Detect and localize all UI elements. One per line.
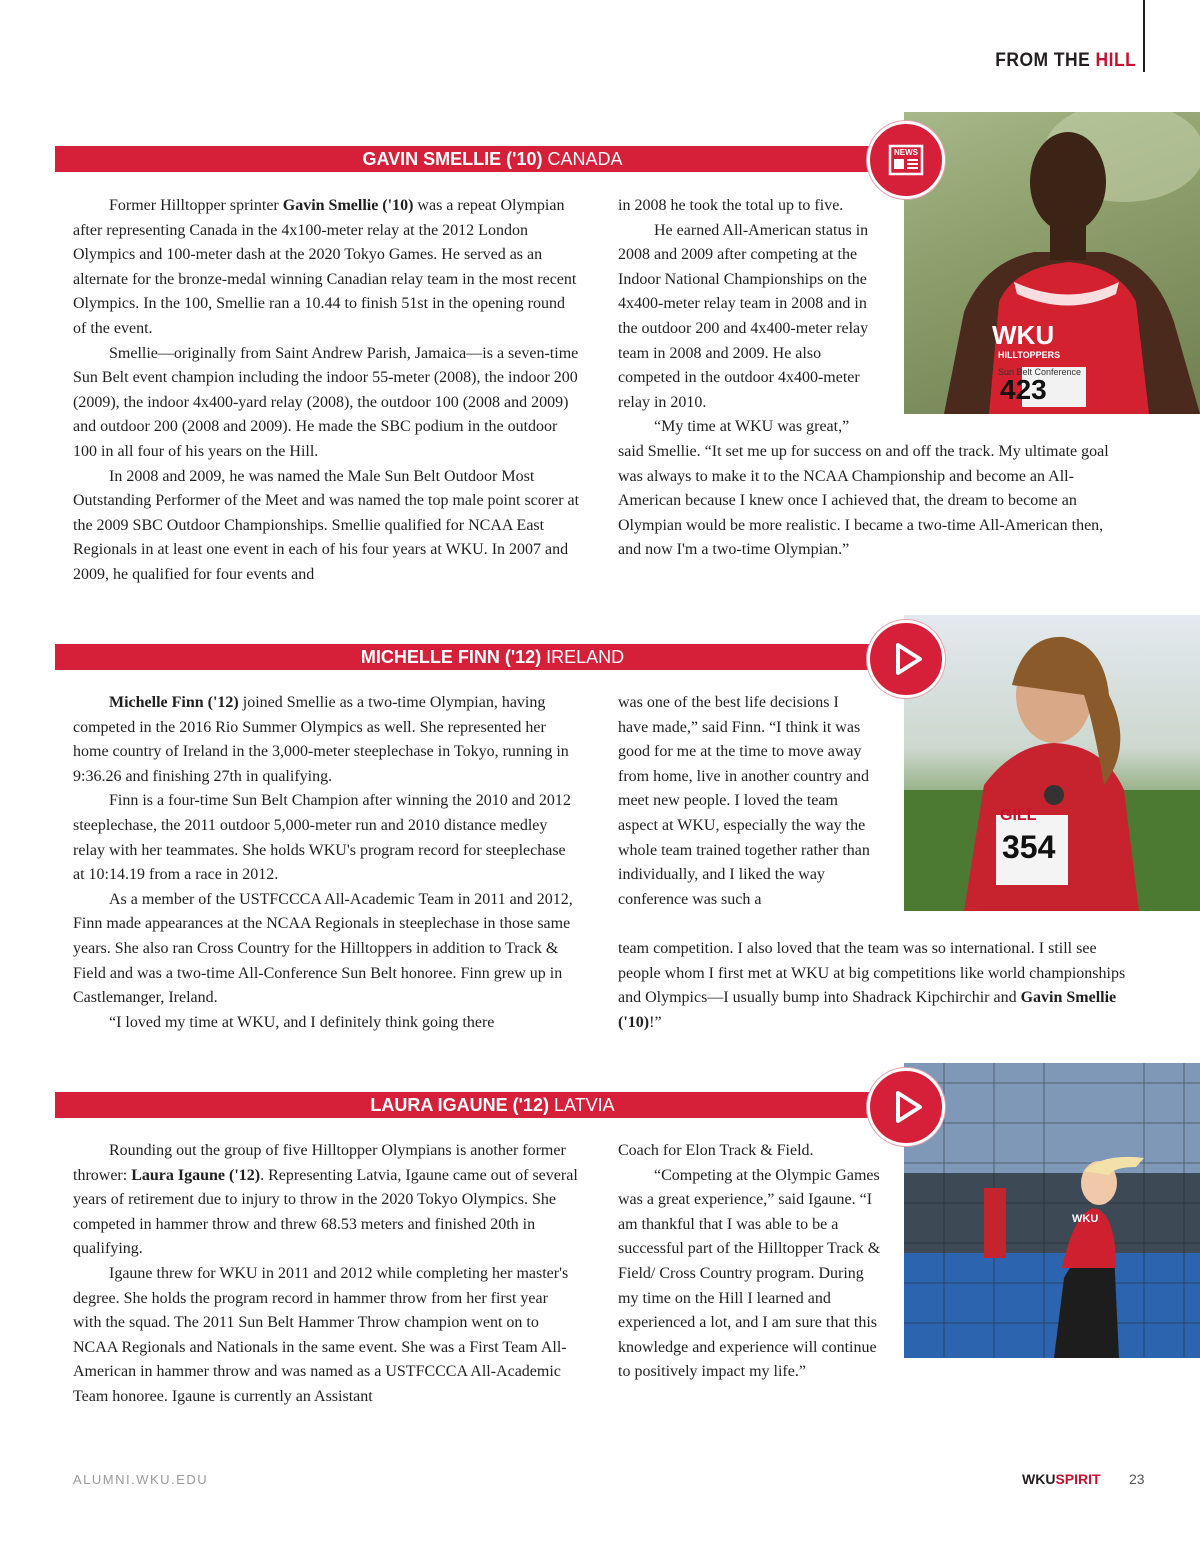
paragraph: Igaune threw for WKU in 2011 and 2012 while completing her master's degree. She holds the program record in hammer throw from her first year with the squad. The 2011 Sun Belt Hammer Throw champion went on to NCAA Regionals and Nationals in the same event. She was a First Team All-American in hammer throw and was named as a USTFCCCA All-Academic Team honoree. Igaune is currently an Assistant (73, 1264, 569, 1405)
paragraph: In 2008 and 2009, he was named the Male Sun Belt Outdoor Most Outstanding Performer of the Meet and was named the top male point scorer at the 2009 SBC Outdoor Championships. Smellie qualified for NCAA East Regionals in at least one event in each of his four years at WKU. In 2007 and 2009, he qualified for four events and (73, 467, 580, 583)
section-heading-smellie (55, 146, 930, 172)
smellie-quote (618, 440, 1130, 563)
athlete-country: IRELAND (546, 647, 625, 667)
svg-text:NEWS: NEWS (894, 148, 918, 157)
photo-gavin-smellie (904, 112, 1200, 414)
finn-right-column (618, 691, 873, 912)
play-icon[interactable] (867, 1068, 945, 1146)
bib-conference: Sun Belt Conference (998, 367, 1082, 377)
paragraph: team competition. I also loved that the team was so international. I still see people whom I first met at WKU at big competitions like world championships and Olympics—I usually bump into Shadrack Kipchirchir and Gavin Smellie ('10)!” (618, 940, 1126, 1031)
igaune-left-column (73, 1139, 580, 1410)
footer-brand: WKUSPIRIT (1022, 1471, 1101, 1487)
paragraph: Former Hilltopper sprinter Gavin Smellie ('10) was a repeat Olympian after representing Canada in the 4x100-meter relay at the 2012 London Olympics and 100-meter dash at the 2020 Tokyo Games. He served as an alternate for the bronze-medal winning Canadian relay team in the most recent Olympics. In the 100, Smellie ran a 10.44 to finish 51st in the opening round of the event. (73, 197, 577, 337)
paragraph: was one of the best life decisions I have made,” said Finn. “I think it was good for me at the time to move away from home, live in another country and meet new people. I loved the team aspect at WKU, especially the way the whole team trained together rather than individually, and I liked the way conference was such a (618, 694, 870, 908)
smellie-right-column (618, 194, 883, 440)
bib-number: 354 (1002, 829, 1056, 865)
athlete-name-bold: Michelle Finn ('12) (109, 694, 239, 711)
athlete-name: MICHELLE FINN ('12) (360, 647, 542, 667)
paragraph: Rounding out the group of five Hilltopper Olympians is another former thrower: Laura Igaune ('12). Representing Latvia, Igaune came out of several years of retirement due to injury to throw in the 2020 Tokyo Olympics. She competed in hammer throw and threw 68.53 meters and finished 20th in qualifying. (73, 1142, 578, 1258)
jersey-text: WKU (1072, 1213, 1099, 1225)
paragraph: As a member of the USTFCCCA All-Academic Team in 2011 and 2012, Finn made appearances at the NCAA Regionals in steeplechase in those same years. She also ran Cross Country for the Hilltoppers in addition to Track & Field and was a two-time All-Conference Sun Belt honoree. Finn grew up in Castlemanger, Ireland. (73, 890, 573, 1007)
athlete-name: LAURA IGAUNE ('12) (370, 1095, 549, 1115)
athlete-name-bold: Laura Igaune ('12) (131, 1166, 261, 1184)
jersey-text: WKU (992, 320, 1055, 350)
athlete-name: GAVIN SMELLIE ('10) (362, 149, 543, 169)
section-label (995, 50, 1136, 72)
photo-michelle-finn (904, 615, 1200, 911)
footer-url[interactable]: ALUMNI.WKU.EDU (73, 1472, 209, 1487)
paragraph: He earned All-American status in 2008 and 2009 after competing at the Indoor National Championships on the 4x400-meter relay team in 2008 and in the outdoor 200 and 4x400-meter relay team in 2008 and 2009. He also competed in the outdoor 4x400-meter relay in 2010. (618, 221, 869, 411)
bib-number: 423 (1000, 374, 1047, 405)
photo-laura-igaune (904, 1063, 1200, 1358)
section-heading-finn (55, 644, 930, 670)
jersey-subtext: HILLTOPPERS (998, 350, 1061, 360)
section-label-b: HILL (1095, 50, 1136, 71)
paragraph: Coach for Elon Track & Field. (618, 1142, 814, 1159)
paragraph: Michelle Finn ('12) joined Smellie as a two-time Olympian, having competed in the 2016 Rio Summer Olympics as well. She represented her home country of Ireland in the 3,000-meter steeplechase in Tokyo, running in 9:36.26 and finishing 27th in qualifying. (73, 694, 569, 785)
page-number: 23 (1129, 1471, 1145, 1487)
finn-quote (618, 937, 1130, 1035)
athlete-name-bold: Gavin Smellie ('10) (282, 197, 414, 214)
smellie-left-column (73, 194, 580, 588)
play-icon[interactable] (867, 620, 945, 698)
section-label-a: FROM THE (995, 50, 1090, 71)
paragraph: said Smellie. “It set me up for success on and off the track. My ultimate goal was always to make it to the NCAA Championship and become an All-American because I knew once I achieved that, the dream to become an Olympian would be more realistic. I became a two-time All-American then, and now I'm a two-time Olympian.” (618, 443, 1109, 559)
paragraph: “My time at WKU was great,” (654, 418, 850, 436)
paragraph: “Competing at the Olympic Games was a great experience,” said Igaune. “I am thankful that I was able to be a successful part of the Hilltopper Track & Field/ Cross Country program. During my time on the Hill I learned and experienced a lot, and I am sure that this knowledge and experience will continue to positively impact my life.” (618, 1166, 881, 1381)
paragraph: Finn is a four-time Sun Belt Champion after winning the 2010 and 2012 steeplechase, the 2011 outdoor 5,000-meter run and 2010 distance medley relay with her teammates. She holds WKU's program record for steeplechase at 10:14.19 from a race in 2012. (73, 792, 571, 884)
news-icon[interactable] (867, 121, 945, 199)
athlete-country: CANADA (547, 149, 623, 169)
header-rule (1143, 0, 1145, 72)
section-heading-igaune (55, 1092, 930, 1118)
finn-left-column (73, 691, 580, 1035)
paragraph: Smellie—originally from Saint Andrew Parish, Jamaica—is a seven-time Sun Belt event champion including the indoor 55-meter (2008), the indoor 200 (2009), the indoor 4x400-yard relay (2008), the outdoor 100 (2008 and 2009) and outdoor 200 (2008 and 2009). He made the SBC podium in the outdoor 100 in all four of his years on the Hill. (73, 344, 579, 460)
athlete-name-bold: Gavin Smellie ('10) (618, 989, 1117, 1031)
igaune-right-column (618, 1139, 883, 1385)
bib-sponsor: GILL (1000, 807, 1037, 824)
paragraph: in 2008 he took the total up to five. (618, 197, 844, 214)
athlete-country: LATVIA (553, 1095, 615, 1115)
paragraph: “I loved my time at WKU, and I definitely think going there (109, 1013, 495, 1031)
